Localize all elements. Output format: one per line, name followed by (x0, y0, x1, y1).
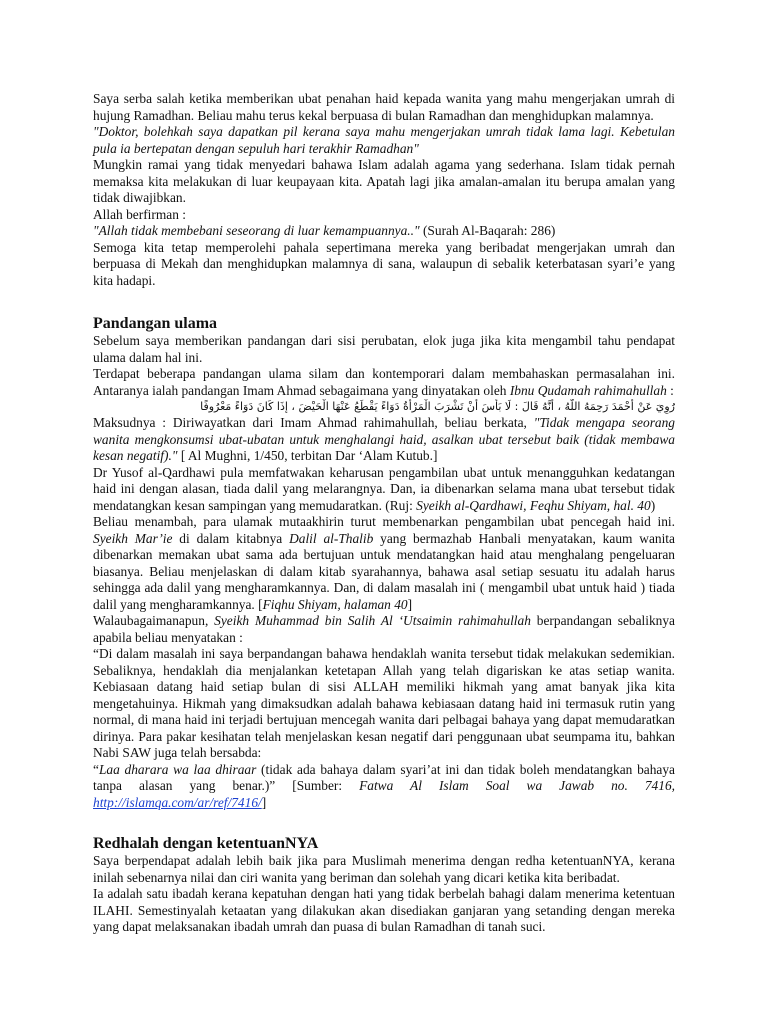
al-mughni-ref: [ Al Mughni, 1/450, terbitan Dar ‘Alam Kutub.] (177, 448, 438, 463)
islam-moderate-paragraph: Mungkin ramai yang tidak menyedari bahawa Islam adalah agama yang sederhana. Islam tidak pernah memaksa kita melakukan di luar keupayaan kita. Apatah lagi jika amalan-amalan itu berupa amalan yang tidak diwajibkan. (93, 157, 675, 205)
hadith-close: ] (261, 794, 267, 810)
quran-quote-text: "Allah tidak membebani seseorang di luar kemampuannya.." (93, 223, 420, 238)
allah-berfirman-line: Allah berfirman : (93, 206, 186, 222)
mutaakhirin-text-e: yang bermazhab Hanbali menyatakan, kaum wanita dibenarkan memakan ubat sama ada bertujuan untuk mendatangkan haid atau menghalang pengeluaran biasanya. Beliau menjelaskan di dalam kitab syarahannya, bahawa asal setiap sesuatu itu adalah harus sehingga ada dalil yang mengharamkannya. Dan, di dalam masalah ini ( mengambil ubat untuk haid ) tiada dalil yang mengharamkannya. [ (93, 530, 675, 612)
redha-paragraph: Saya berpendapat adalah lebih baik jika para Muslimah menerima dengan redha ketentuanNYA, kerana inilah sebenarnya nilai dan ciri wanita yang beriman dan solehah yang dicari ketika kita beribadat. (93, 853, 675, 885)
hadith-open-quote: “ (93, 761, 99, 777)
maksudnya-paragraph (93, 415, 675, 465)
dalil-al-thalib-title: Dalil al-Thalib (289, 530, 374, 546)
imam-ahmad-text: Terdapat beberapa pandangan ulama silam dan kontemporari dalam membahaskan permasalahan ini. Antaranya ialah pandangan Imam Ahmad sebagaimana yang dinyatakan oleh (93, 366, 675, 398)
fatwa-source: Fatwa Al Islam Soal wa Jawab no. 7416, (359, 778, 675, 793)
maksudnya-text: Maksudnya : Diriwayatkan dari Imam Ahmad rahimahullah, beliau berkata, (93, 415, 534, 430)
quran-quote-ref: (Surah Al-Baqarah: 286) (419, 223, 556, 238)
hadith-arabic-transliteration: Laa dharara wa laa dhiraar (98, 761, 257, 777)
hadith-paragraph (93, 762, 675, 812)
utsaimin-quote-paragraph: “Di dalam masalah ini saya berpandangan bahawa hendaklah wanita tersebut tidak melakukan sedemikian. Sebaliknya, hendaklah dia menjalankan ketetapan Allah yang telah digariskan ke atas setiap wanita. Kebiasaan datang haid setiap bulan di sisi ALLAH memiliki hikmah yang amat banyak jika kita mengetahuinya. Hikmah yang dimaksudkan adalah bahawa kebiasaan datang haid ini termasuk rutin yang normal, di mana haid ini terjadi bertujuan mencegah wanita dari pelbagai bahaya yang dapat memudaratkan dirinya. Para pakar kesihatan telah menjelaskan kesan negatif dari penggunaan ubat seumpama itu, bahkan Nabi SAW juga telah bersabda: (93, 646, 675, 760)
mutaakhirin-close: ] (407, 596, 413, 612)
intro-paragraph: Saya serba salah ketika memberikan ubat penahan haid kepada wanita yang mahu mengerjakan umrah di hujung Ramadhan. Beliau mahu terus kekal berpuasa di bulan Ramadhan dan menghidupkan malamnya. (93, 91, 675, 123)
islamqa-link[interactable]: http://islamqa.com/ar/ref/7416/ (93, 794, 262, 810)
imam-ahmad-paragraph (93, 366, 675, 399)
mutaakhirin-paragraph (93, 514, 675, 613)
utsaimin-text-a: Walaubagaimanapun, (93, 613, 215, 628)
quran-quote (93, 223, 675, 240)
ibadah-paragraph: Ia adalah satu ibadah kerana kepatuhan dengan hati yang tidak berbelah bahagi dalam menerima ketentuan ILAHI. Semestinyalah ketaatan yang dilakukan akan disediakan ganjaran yang setanding dengan mereka yang dapat melaksanakan ibadah umrah dan puasa di bulan Ramadhan di tanah suci. (93, 886, 675, 934)
patient-quote: "Doktor, bolehkah saya dapatkan pil kerana saya mahu mengerjakan umrah tidak lama lagi. Kebetulan pula ia bertepatan dengan sepuluh hari terakhir Ramadhan" (93, 124, 675, 156)
qardhawi-ref: Syeikh al-Qardhawi, Feqhu Shiyam, hal. 40 (416, 497, 651, 513)
qardhawi-text: Dr Yusof al-Qardhawi pula memfatwakan keharusan pengambilan ubat untuk menangguhkan kedatangan haid ini dengan alasan, tiada dalil yang melarangnya. Dan, ia dibenarkan selama mana ubat tersebut tidak mendatangkan kesan sampingan yang memudaratkan. (Ruj: (93, 464, 675, 513)
section-heading-redhalah: Redhalah dengan ketentuanNYA (93, 835, 319, 852)
utsaimin-name: Syeikh Muhammad bin Salih Al ‘Utsaimin rahimahullah (214, 613, 531, 628)
qardhawi-close: ) (650, 497, 656, 513)
utsaimin-paragraph (93, 613, 675, 646)
mutaakhirin-text-c: di dalam kitabnya (172, 530, 290, 546)
section-heading-pandangan-ulama: Pandangan ulama (93, 315, 218, 332)
qardhawi-paragraph (93, 465, 675, 515)
utsaimin-text-c: berpandangan sebaliknya apabila beliau menyatakan : (93, 613, 675, 645)
syeikh-marie-name: Syeikh Mar’ie (93, 530, 173, 546)
hadith-translation: (tidak ada bahaya dalam syari’at ini dan tidak boleh mendatangkan bahaya tanpa alasan yang benar.)” [Sumber: (93, 761, 675, 793)
ulama-intro-paragraph: Sebelum saya memberikan pandangan dari sisi perubatan, elok juga jika kita mengambil tahu pendapat ulama dalam hal ini. (93, 333, 675, 365)
imam-ahmad-colon: : (666, 382, 674, 398)
reward-paragraph: Semoga kita tetap memperolehi pahala sepertimana mereka yang beribadat mengerjakan umrah dan berpuasa di Mekah dan menghidupkan malamnya di sana, walaupun di sebalik keterbatasan syari’e yang kita hadapi. (93, 239, 675, 288)
ibnu-qudamah-name: Ibnu Qudamah rahimahullah (509, 382, 667, 398)
arabic-quote: رُوِيَ عَنْ أَحْمَدَ رَحِمَهُ اللَّهُ ، أَنَّهُ قَالَ : لَا بَأْسَ أَنْ تَشْرَبَ الْمَرْأَةُ دَوَاءً يَقْطَعُ عَنْهَا الْحَيْضَ ، إذَا كَانَ دَوَاءً مَعْرُوفًا (200, 400, 675, 413)
imam-ahmad-quote: "Tidak mengapa seorang wanita mengkonsumsi ubat-ubatan untuk menghalangi haid, asalkan ubat tersebut baik (tidak membawa kesan negatif)." (93, 415, 675, 463)
mutaakhirin-text-a: Beliau menambah, para ulamak mutaakhirin turut membenarkan pengambilan ubat pencegah haid ini. (93, 514, 675, 529)
fiqhu-shiyam-ref: Fiqhu Shiyam, halaman 40 (262, 596, 408, 612)
